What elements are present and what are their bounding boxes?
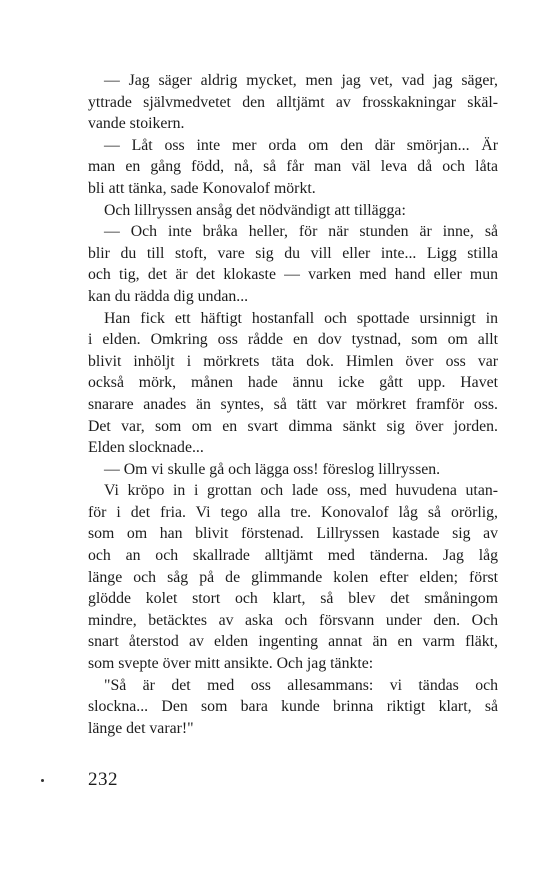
text-line: slockna... Den som bara kunde brinna riktigt klart, så: [88, 698, 498, 716]
text-line: också mörk, månen hade ännu icke gått upp. Havet: [88, 374, 498, 392]
text-line: — Om vi skulle gå och lägga oss! föreslog lillryssen.: [104, 460, 441, 478]
text-line: för i det fria. Vi tego alla tre. Konovalof låg så orörlig,: [88, 503, 498, 521]
text-line: glödde kolet stort och klart, så blev det småningom: [88, 590, 498, 608]
text-line: och tig, det är det klokaste — varken med hand eller mun: [88, 266, 498, 284]
text-line: Det var, som om en svart dimma sänkt sig över jorden.: [88, 417, 498, 435]
text-line: kan du rädda dig undan...: [88, 287, 249, 305]
text-line: — Låt oss inte mer orda om den där smörjan... Är: [104, 136, 498, 154]
text-line: i elden. Omkring oss rådde en dov tystnad, som om allt: [88, 331, 498, 349]
text-line: man en gång född, nå, så får man väl leva då och låta: [88, 158, 498, 176]
page-number: 232: [88, 769, 118, 790]
text-line: vande stoikern.: [88, 115, 185, 133]
margin-mark: [41, 779, 44, 782]
text-line: länge och såg på de glimmande kolen efter elden; först: [88, 568, 498, 586]
text-line: som om han blivit förstenad. Lillryssen kastade sig av: [88, 525, 498, 543]
text-line: mindre, betäcktes av aska och försvann under den. Och: [88, 611, 498, 629]
text-line: Elden slocknade...: [88, 439, 204, 457]
text-line: — Jag säger aldrig mycket, men jag vet, vad jag säger,: [104, 72, 498, 89]
text-line: "Så är det med oss allesammans: vi tändas och: [104, 676, 498, 694]
text-line: Vi kröpo in i grottan och lade oss, med huvudena utan-: [104, 482, 498, 500]
text-line: som svepte över mitt ansikte. Och jag tänkte:: [88, 655, 374, 673]
text-line: blir du till stoft, vare sig du vill eller inte... Ligg stilla: [88, 244, 498, 262]
text-line: bli att tänka, sade Konovalof mörkt.: [88, 179, 316, 197]
text-line: yttrade självmedvetet den alltjämt av frosskakningar skäl-: [88, 93, 498, 111]
text-line: Och lillryssen ansåg det nödvändigt att tillägga:: [104, 201, 406, 219]
text-line: och an och skallrade alltjämt med tänderna. Jag låg: [88, 547, 498, 565]
text-line: länge det varar!": [88, 719, 194, 737]
text-line: snarare anades än syntes, så tätt var mörkret framför oss.: [88, 395, 498, 413]
text-line: blivit inhöljt i mörkrets täta dok. Himlen över oss var: [88, 352, 498, 370]
text-line: Han fick ett häftigt hostanfall och spottade ursinnigt in: [104, 309, 498, 327]
text-line: — Och inte bråka heller, för när stunden är inne, så: [104, 223, 498, 241]
body-text: [88, 70, 498, 739]
text-line: snart återstod av elden ingenting annat än en varm fläkt,: [88, 633, 498, 651]
